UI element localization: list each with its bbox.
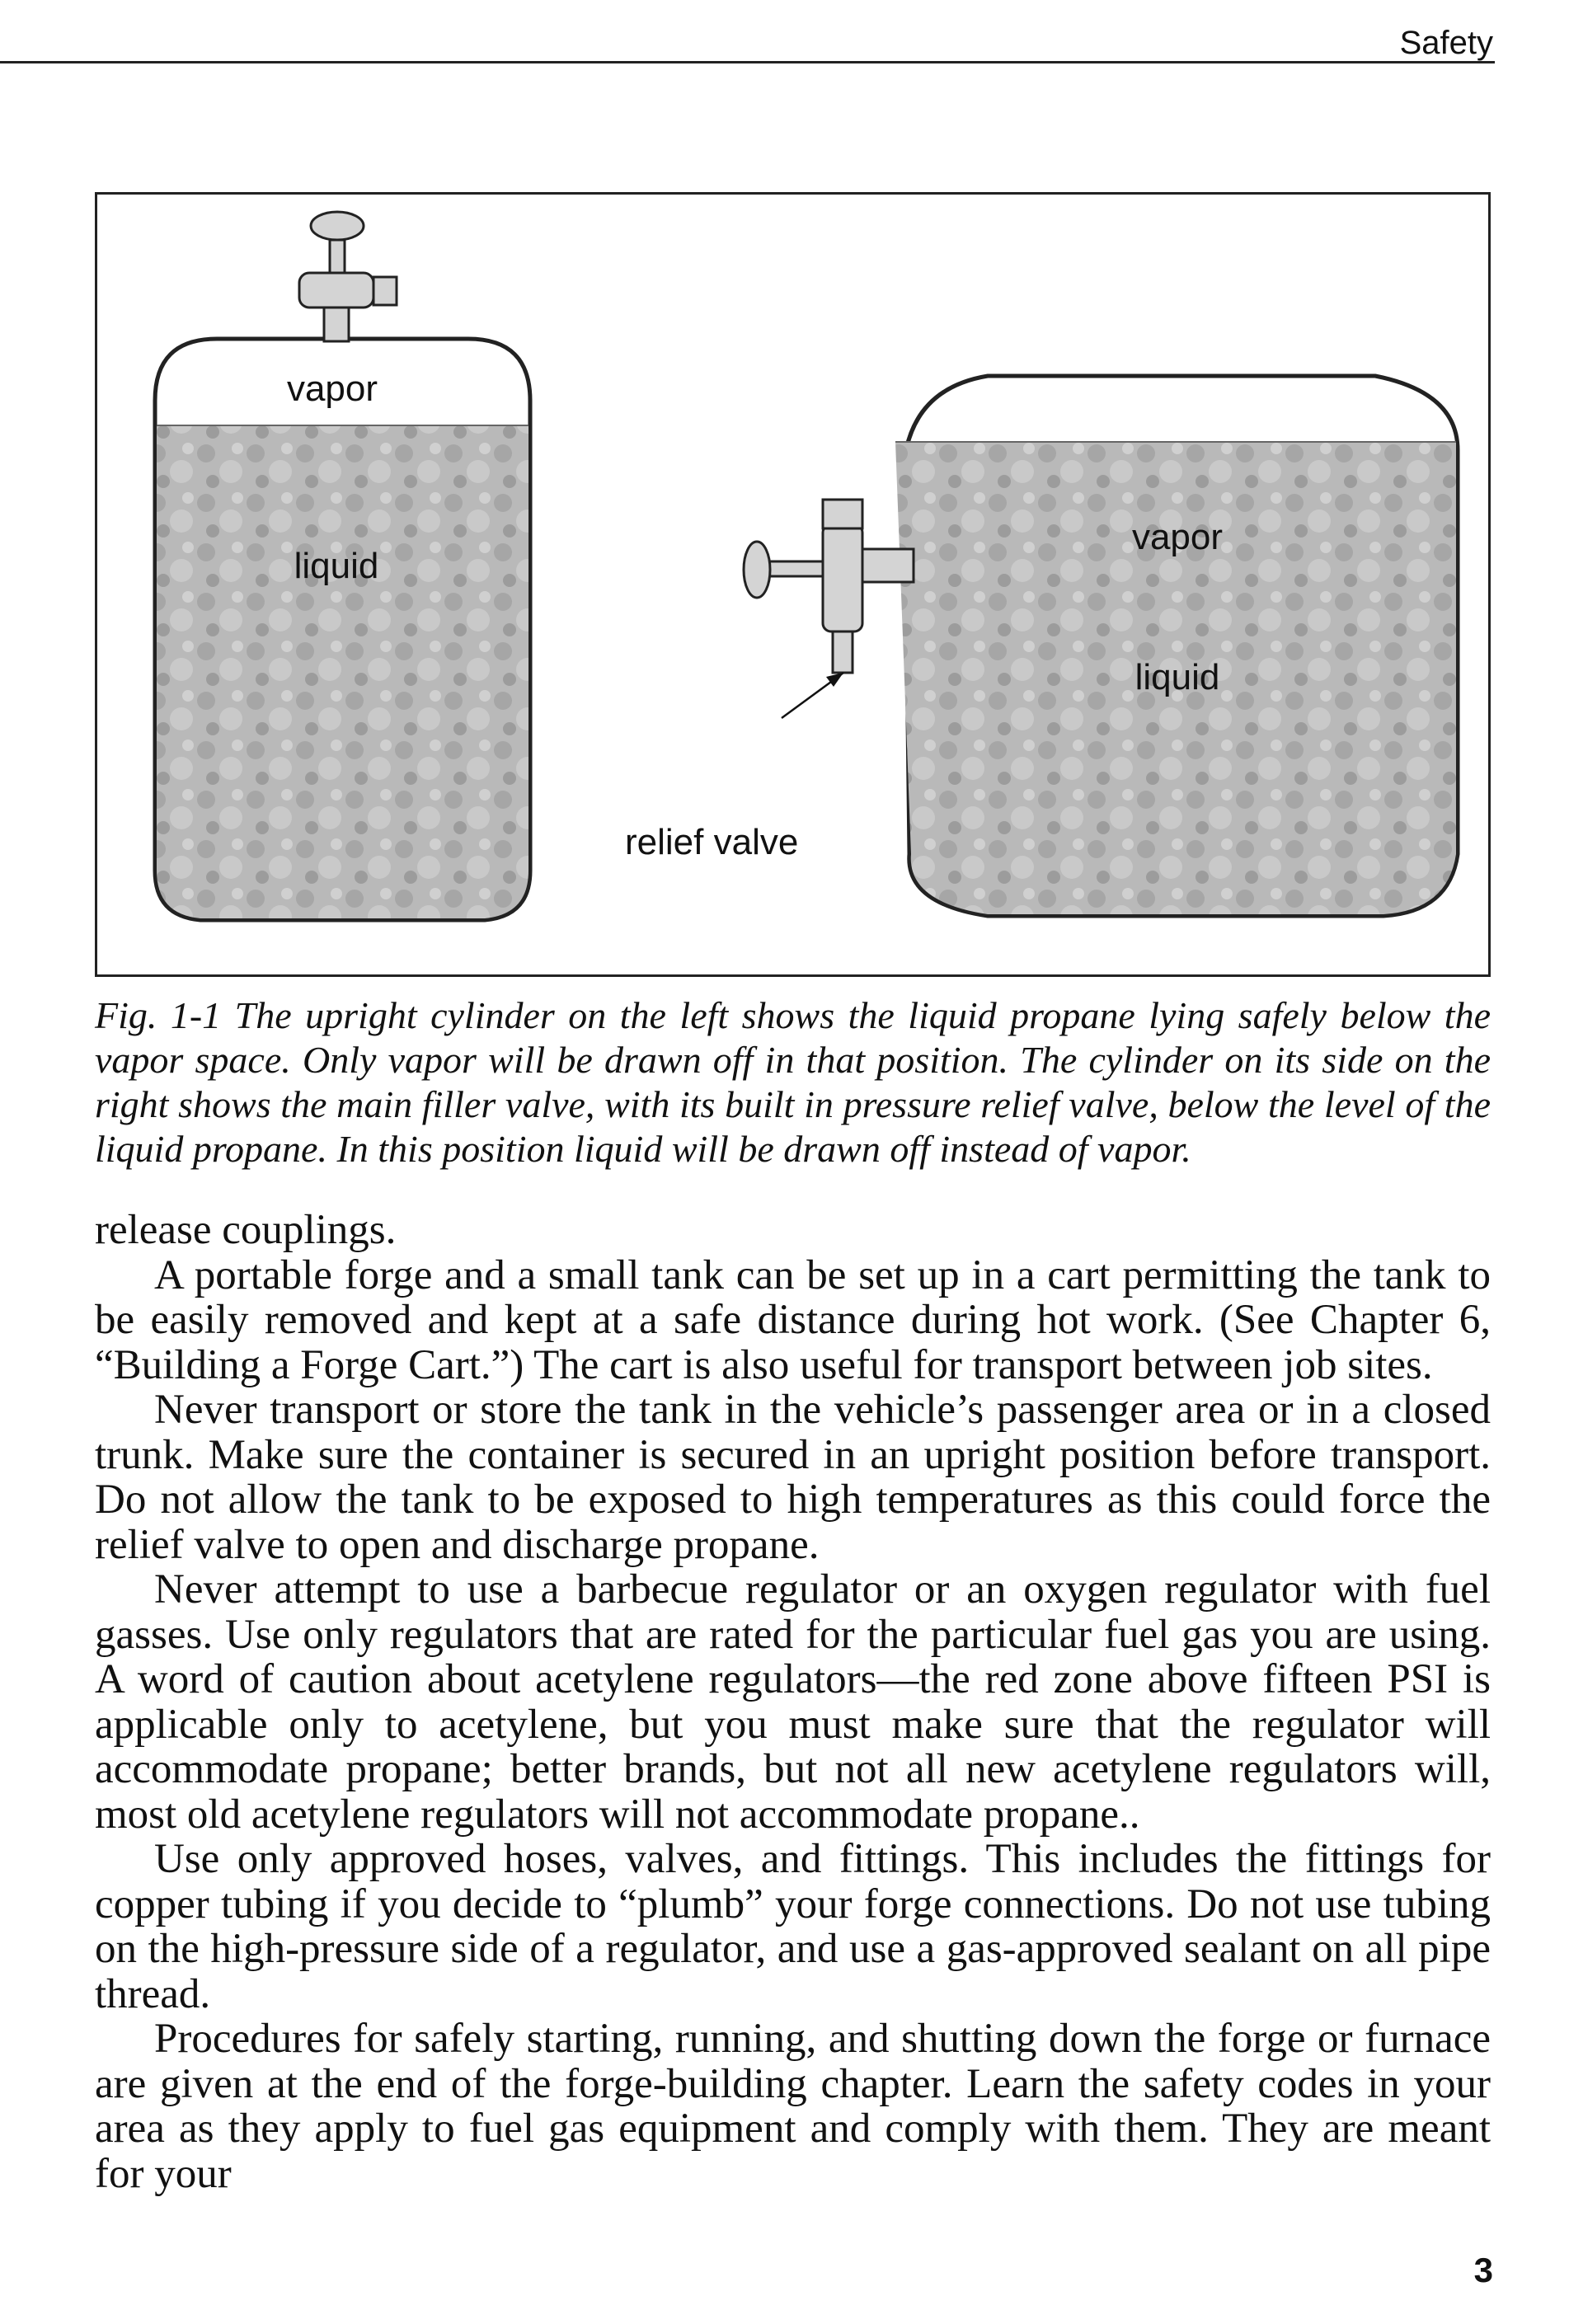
- relief-valve-arrow: [782, 673, 843, 718]
- paragraph: Never attempt to use a barbecue regulator or an oxygen regulator with fuel gasses. Use only regulators that are rated for the particular fuel gas you are using. A word of caution about acetylene regulators—the red zone above fifteen PSI is applicable only to acetylene, but you must make sure that the regulator will accommodate propane; better brands, but not all new acetylene regulators will, most old acetylene regulators will not accommodate propane..: [95, 1566, 1491, 1838]
- paragraph: Never transport or store the tank in the vehicle’s passenger area or in a closed trunk. Make sure the container is secured in an upright position before transport. Do not allow the tank to be exposed to high temperatures as this could force the relief valve to open and discharge propane.: [95, 1387, 1491, 1568]
- upright-vapor-label: vapor: [286, 369, 378, 409]
- relief-valve-label: relief valve: [625, 822, 799, 862]
- side-vapor-label: vapor: [1131, 517, 1224, 557]
- upright-cylinder: [155, 339, 530, 920]
- figure-1-1: [95, 192, 1491, 977]
- figure-caption: Fig. 1-1 The upright cylinder on the left shows the liquid propane lying safely below the vapor space. Only vapor will be drawn off in that position. The cylinder on its side on the right shows the main filler valve, with its built in pressure relief valve, below the level of the liquid propane. In this position liquid will be drawn off instead of vapor.: [95, 994, 1491, 1170]
- side-liquid-label: liquid: [1134, 657, 1220, 697]
- upright-cylinder-valve: [299, 212, 397, 341]
- propane-cylinder-illustration: [97, 195, 1488, 974]
- paragraph-continuation: release couplings.: [95, 1207, 397, 1253]
- page-number: 3: [1473, 2251, 1493, 2289]
- header-rule: [0, 61, 1495, 63]
- paragraph: Procedures for safely starting, running, and shutting down the forge or furnace are given at the end of the forge-building chapter. Learn the safety codes in your area as they apply to fuel gas equipment and comply with them. They are meant for your: [95, 2016, 1491, 2197]
- body-text: [95, 1208, 1491, 2196]
- running-head: Safety: [1399, 25, 1493, 61]
- paragraph: Use only approved hoses, valves, and fittings. This includes the fittings for copper tubing if you decide to “plumb” your forge connections. Do not use tubing on the high-pressure side of a regulator, and use a gas-approved sealant on all pipe thread.: [95, 1836, 1491, 2017]
- paragraph: A portable forge and a small tank can be set up in a cart permitting the tank to be easily removed and kept at a safe distance during hot work. (See Chapter 6, “Building a Forge Cart.”) The cart is also useful for transport between job sites.: [95, 1251, 1491, 1388]
- side-cylinder: [895, 376, 1458, 916]
- side-cylinder-valve: [744, 500, 914, 673]
- upright-liquid-label: liquid: [294, 546, 379, 586]
